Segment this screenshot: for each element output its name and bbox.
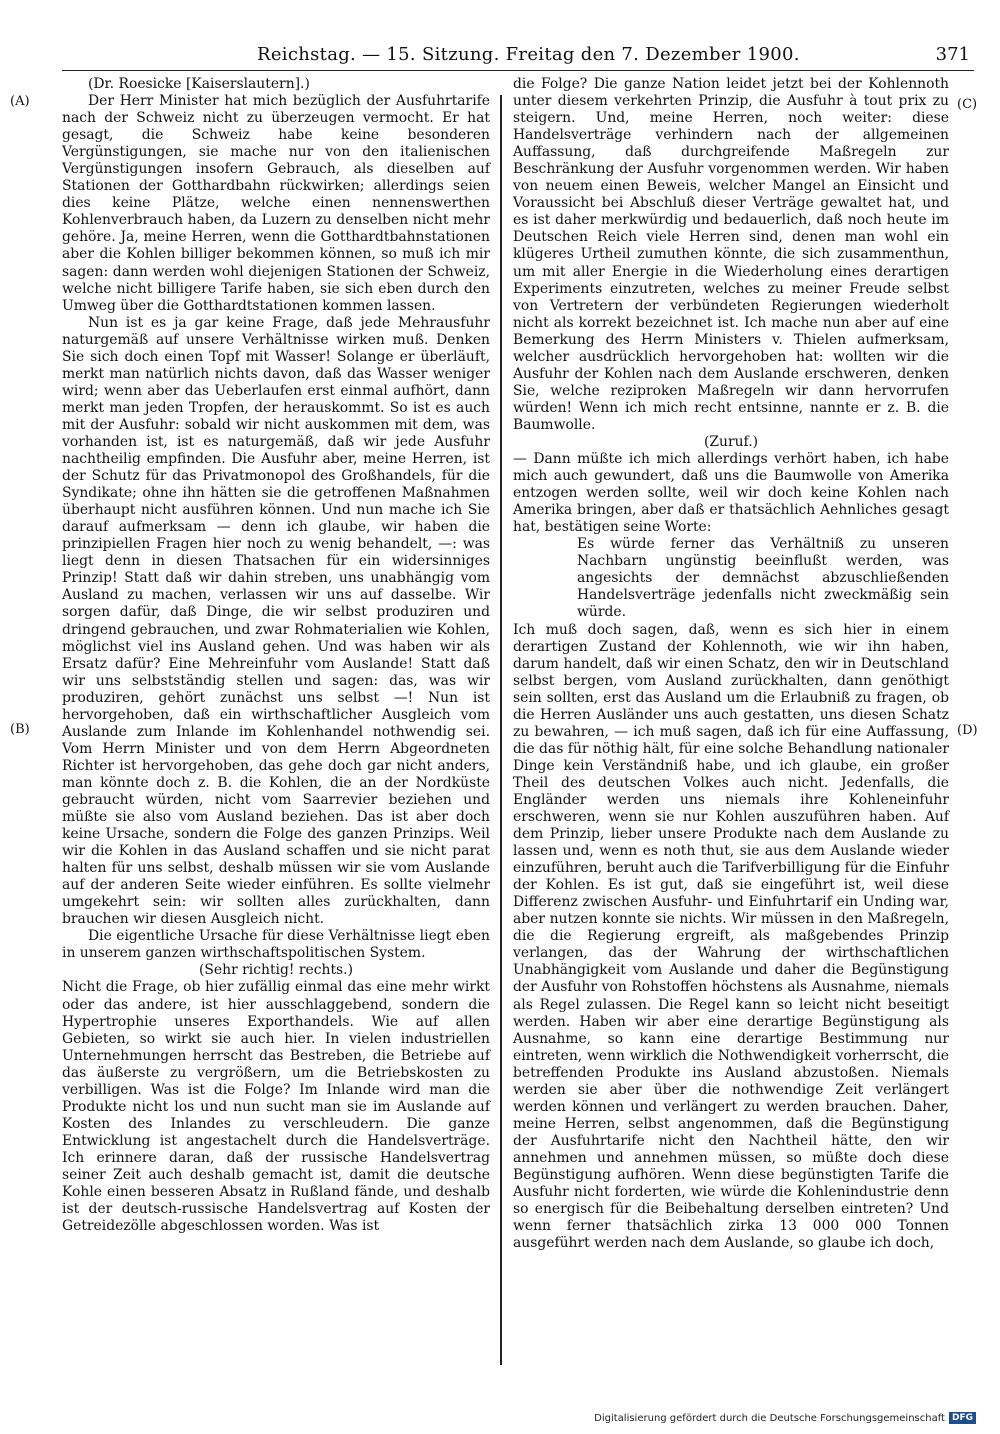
paragraph: — Dann müßte ich mich allerdings verhört haben, ich habe mich auch gewundert, daß uns die Baumwolle von Amerika entzogen werden sollte, weil wir doch keine Kohlen nach Amerika bringen, aber daß er thatsächlich Aehnliches gesagt hat, bestätigen seine Worte: — [513, 451, 949, 536]
running-title: Reichstag. — 15. Sitzung. Freitag den 7. Dezember 1900. — [257, 44, 800, 65]
paragraph: Der Herr Minister hat mich bezüglich der Ausfuhrtarife nach der Schweiz nicht zu überzeugen vermocht. Er hat gesagt, die Schweiz habe keine besonderen Vergünstigungen, sie mache nur von den italienischen Vergünstigungen insofern Gebrauch, als dieselben auf Stationen der Gotthardbahn rückwirken; allerdings seien dies keine Plätze, welche einen nennenswerthen Kohlenverbrauch haben, da Luzern zu denselben nicht mehr gehöre. Ja, meine Herren, wenn die Gotthardtbahnstationen aber die Kohlen billiger bekommen können, so muß ich mir sagen: dann werden wohl diejenigen Stationen der Schweiz, welche nicht billigere Tarife haben, sie sich eben durch den Umweg über die Gotthardtstationen kommen lassen. — [62, 93, 490, 314]
paragraph: Nun ist es ja gar keine Frage, daß jede Mehrausfuhr naturgemäß auf unsere Verhältnisse wirken muß. Denken Sie sich doch einen Topf mit Wasser! Solange er überläuft, merkt man natürlich nichts davon, daß das Wasser weniger wird; wenn aber das Ueberlaufen erst einmal aufhört, dann merkt man jeden Tropfen, der herauskommt. So ist es auch mit der Ausfuhr: sobald wir nicht auskommen mit dem, was vorhanden ist, ist es naturgemäß, daß wir jede Ausfuhr nachtheilig empfinden. Die Ausfuhr aber, meine Herren, ist der Schutz für das Privatmonopol des Großhandels, für die Syndikate; ohne ihn hätten sie die getroffenen Maßnahmen überhaupt nicht ausführen können. Und nun mache ich Sie darauf aufmerksam — denn ich glaube, wir haben die prinzipiellen Fragen hier noch zu wenig behandelt, —: was liegt denn in diesen Thatsachen für ein widersinniges Prinzip! Statt daß wir dahin streben, uns unabhängig vom Ausland zu machen, verlassen wir uns auf dasselbe. Wir sorgen dafür, daß Dinge, die wir selbst produziren und dringend gebrauchen, und zwar Rohmaterialien wie Kohlen, möglichst viel ins Ausland gehen. Und was haben wir als Ersatz dafür? Eine Mehreinfuhr vom Auslande! Statt daß wir uns selbstständig stellen und sagen: das, was wir produziren, gehört zunächst uns selbst —! Nun ist hervorgehoben, daß ein wirthschaftlicher Ausgleich vom Auslande zum Inlande im Kohlenhandel nothwendig sei. Vom Herrn Minister und von dem Herrn Abgeordneten Richter ist hervorgehoben, das gehe doch gar nicht anders, man könnte doch z. B. die Kohlen, die an der Nordküste gebraucht würden, nicht vom Saarrevier beziehen und müßte sie also vom Ausland beziehen. Das ist aber doch keine Ursache, sondern die Folge des ganzen Prinzips. Weil wir die Kohlen in das Ausland schaffen und sie nicht parat halten für uns selbst, deshalb müssen wir sie vom Auslande auf der anderen Seite wieder einführen. Es sollte vielmehr umgekehrt sein: wir sollten alles zurückhalten, dann brauchen wir diesen Ausgleich nicht. — [62, 314, 490, 928]
right-column — [513, 76, 949, 1252]
paragraph: die Folge? Die ganze Nation leidet jetzt bei der Kohlennoth unter diesem verkehrten Prinzip, die Ausfuhr à tout prix zu steigern. Und, meine Herren, noch weiter: diese Handelsverträge verhindern nach der allgemeinen Auffassung, daß durchgreifende Maßregeln zur Beschränkung der Ausfuhr vorgenommen werden. Wir haben von neuem einen Beweis, welcher Mangel an Einsicht und Voraussicht bei Abschluß dieser Verträge gewaltet hat, und es ist daher merkwürdig und bedauerlich, daß noch heute im Deutschen Reich viele Herren sind, denen man wohl ein klügeres Urtheil zumuthen könnte, die sich zusammenthun, um mit aller Energie in die Wiederholung eines derartigen Experiments einzutreten, welches zu meiner Freude selbst von Vertretern der verbündeten Regierungen wiederholt nicht als korrekt bezeichnet ist. Ich mache nun aber auf eine Bemerkung des Herrn Ministers v. Thielen aufmerksam, welcher ausdrücklich hervorgehoben hat: wollten wir die Ausfuhr der Kohlen nach dem Auslande erschweren, denken Sie, welche reziproken Maßregeln wir dann hervorrufen würden! Wenn ich mich recht entsinne, nannte er z. B. die Baumwolle. — [513, 76, 949, 433]
margin-marker-a: (A) — [10, 94, 30, 109]
page-header — [62, 40, 974, 71]
paragraph: Ich muß doch sagen, daß, wenn es sich hier in einem derartigen Zustand der Kohlennoth, wie wir ihn haben, darum handelt, daß wir einen Schatz, den wir in Deutschland selbst bergen, vom Ausland zurückhalten, dann genöthigt sein sollten, erst das Ausland um die Erlaubniß zu fragen, ob die Herren Ausländer uns auch gestatten, uns diesen Schatz zu bewahren, — ich muß sagen, daß ich für eine Auffassung, die das für nöthig hält, für eine solche Behandlung nationaler Dinge kein Verständniß habe, und ich glaube, ein großer Theil des deutschen Volkes auch nicht. Jedenfalls, die Engländer werden uns niemals ihre Kohleneinfuhr erschweren, wenn sie nur Kohlen auszuführen haben. Auf dem Prinzip, lieber unsere Produkte nach dem Auslande zu lassen und, wenn es noth thut, sie aus dem Auslande wieder einzuführen, beruht auch die Tarifverbilligung für die Einfuhr der Kohlen. Es ist gut, daß sie eingeführt ist, weil diese Differenz zwischen Ausfuhr- und Einfuhrtarif ein Unding war, aber nutzen konnte sie nichts. Wir müssen in den Maßregeln, die die Regierung ergreift, als maßgebendes Prinzip verlangen, das der Wahrung der wirthschaftlichen Unabhängigkeit vom Auslande und daher die Begünstigung der Ausfuhr von Rohstoffen höchstens als Ausnahme, niemals als Regel zulassen. Die Regel kann so leicht nicht beseitigt werden. Haben wir aber eine derartige Begünstigung als Ausnahme, so kann eine derartige Bestimmung nur eintreten, wenn wirklich die Nothwendigkeit vorherrscht, die betreffenden Produkte ins Ausland abzustoßen. Niemals werden sie aber über die nothwendige Zeit verlängert werden können und verlängert zu werden brauchen. Daher, meine Herren, selbst angenommen, daß die Begünstigung der Ausfuhrtarife nicht den Nachtheil hätte, den wir annehmen und annehmen müssen, so müßte doch diese Begünstigung aufhören. Wenn diese begünstigten Tarife die Ausfuhr nicht forderten, wie würde die Kohlenindustrie denn so energisch für die Beibehaltung derselben eintreten? Und wenn ferner thatsächlich zirka 13 000 000 Tonnen ausgeführt werden nach dem Auslande, so glaube ich doch, — [513, 621, 949, 1252]
margin-marker-b: (B) — [10, 722, 30, 737]
interjection: (Sehr richtig! rechts.) — [198, 962, 353, 979]
margin-marker-d: (D) — [957, 723, 978, 738]
column-divider — [500, 95, 502, 1365]
digitization-footer — [594, 1412, 976, 1424]
paragraph: Die eigentliche Ursache für diese Verhältnisse liegt eben in unserem ganzen wirthschaftspolitischen System. — [62, 928, 490, 962]
margin-marker-c: (C) — [957, 97, 978, 112]
page-number: 371 — [935, 44, 970, 65]
quotation: Es würde ferner das Verhältniß zu unseren Nachbarn ungünstig beeinflußt werden, was angesichts der demnächst abzuschließenden Handelsverträge jedenfalls nicht zweckmäßig sein würde. — [577, 536, 949, 621]
speaker-line: (Dr. Roesicke [Kaiserslautern].) — [88, 76, 310, 92]
dfg-logo: DFG — [949, 1412, 976, 1424]
paragraph: Nicht die Frage, ob hier zufällig einmal das eine mehr wirkt oder das andere, ist hier ausschlaggebend, sondern die Hypertrophie unseres Exporthandels. Wie auf allen Gebieten, so wirkt sie auch hier. In vielen industriellen Unternehmungen herrscht das Bestreben, die Betriebe auf das äußerste zu vergrößern, um die Betriebskosten zu verbilligen. Was ist die Folge? Im Inlande wird man die Produkte nicht los und nun sucht man sie im Auslande auf Kosten des Inlandes zu verschleudern. Die ganze Entwicklung ist angestachelt durch die Handelsverträge. Ich erinnere daran, daß der russische Handelsvertrag seiner Zeit auch deshalb gemacht ist, damit die deutsche Kohle einen besseren Absatz in Rußland fände, und deshalb ist der deutsch-russische Handelsvertrag auf Kosten der Getreidezölle abgeschlossen worden. Was ist — [62, 979, 490, 1235]
footer-text: Digitalisierung gefördert durch die Deutsche Forschungsgemeinschaft — [594, 1412, 945, 1424]
left-column — [62, 76, 490, 1235]
interjection: (Zuruf.) — [703, 433, 759, 450]
